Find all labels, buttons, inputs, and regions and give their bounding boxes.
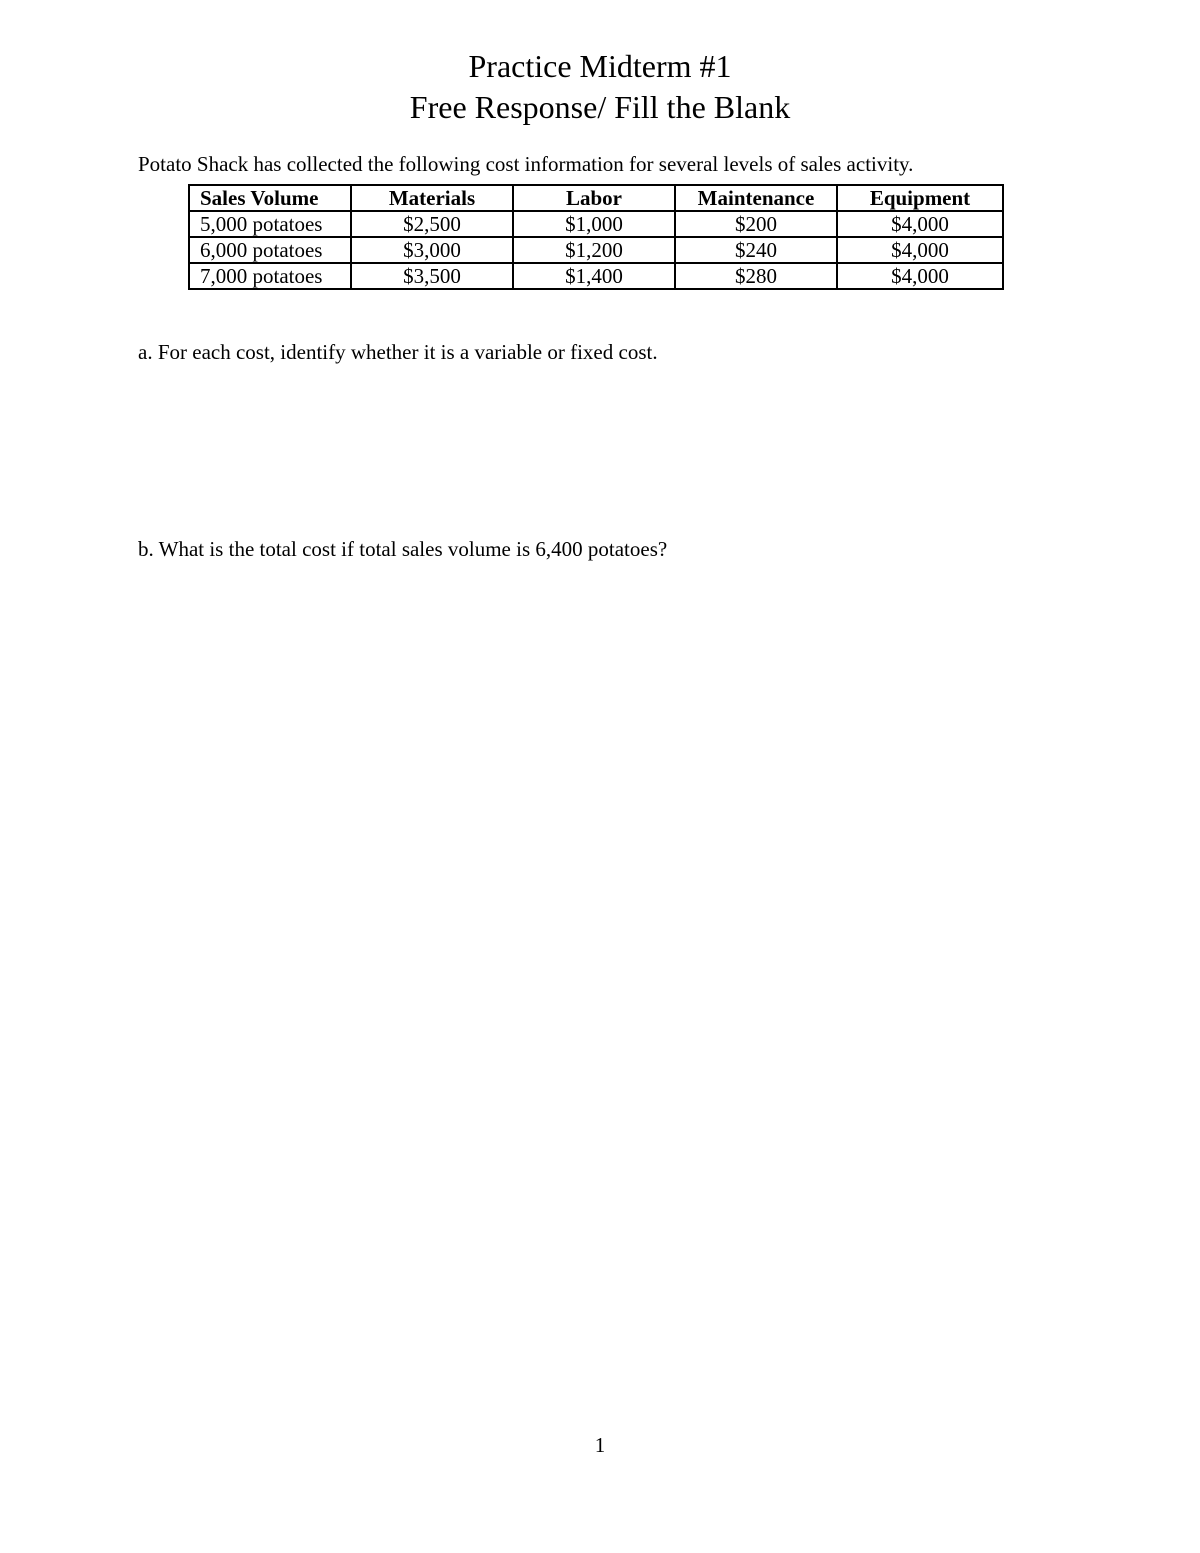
table-row bbox=[189, 211, 1003, 237]
table-cell: 5,000 potatoes bbox=[189, 211, 351, 237]
table-cell: $3,000 bbox=[351, 237, 513, 263]
header-equipment: Equipment bbox=[837, 185, 1003, 211]
intro-paragraph: Potato Shack has collected the following cost information for several levels of sales activity. bbox=[138, 152, 914, 176]
cost-table bbox=[188, 184, 1004, 290]
table-cell: $280 bbox=[675, 263, 837, 289]
table-header-row bbox=[189, 185, 1003, 211]
page-number: 1 bbox=[594, 1433, 606, 1457]
table-cell: $1,200 bbox=[513, 237, 675, 263]
table-cell: $4,000 bbox=[837, 211, 1003, 237]
table-row bbox=[189, 237, 1003, 263]
question-a: a. For each cost, identify whether it is a variable or fixed cost. bbox=[138, 340, 658, 364]
table-cell: $2,500 bbox=[351, 211, 513, 237]
header-maintenance: Maintenance bbox=[675, 185, 837, 211]
question-b: b. What is the total cost if total sales volume is 6,400 potatoes? bbox=[138, 537, 668, 561]
table-cell: $1,400 bbox=[513, 263, 675, 289]
table-cell: $4,000 bbox=[837, 263, 1003, 289]
table-row bbox=[189, 263, 1003, 289]
header-sales-volume: Sales Volume bbox=[189, 185, 351, 211]
table-cell: $4,000 bbox=[837, 237, 1003, 263]
table-cell: $200 bbox=[675, 211, 837, 237]
page-title: Practice Midterm #1 bbox=[468, 48, 732, 84]
header-labor: Labor bbox=[513, 185, 675, 211]
table-cell: 6,000 potatoes bbox=[189, 237, 351, 263]
page-subtitle: Free Response/ Fill the Blank bbox=[409, 89, 791, 125]
header-materials: Materials bbox=[351, 185, 513, 211]
table-cell: 7,000 potatoes bbox=[189, 263, 351, 289]
table-cell: $240 bbox=[675, 237, 837, 263]
table-cell: $3,500 bbox=[351, 263, 513, 289]
table-cell: $1,000 bbox=[513, 211, 675, 237]
